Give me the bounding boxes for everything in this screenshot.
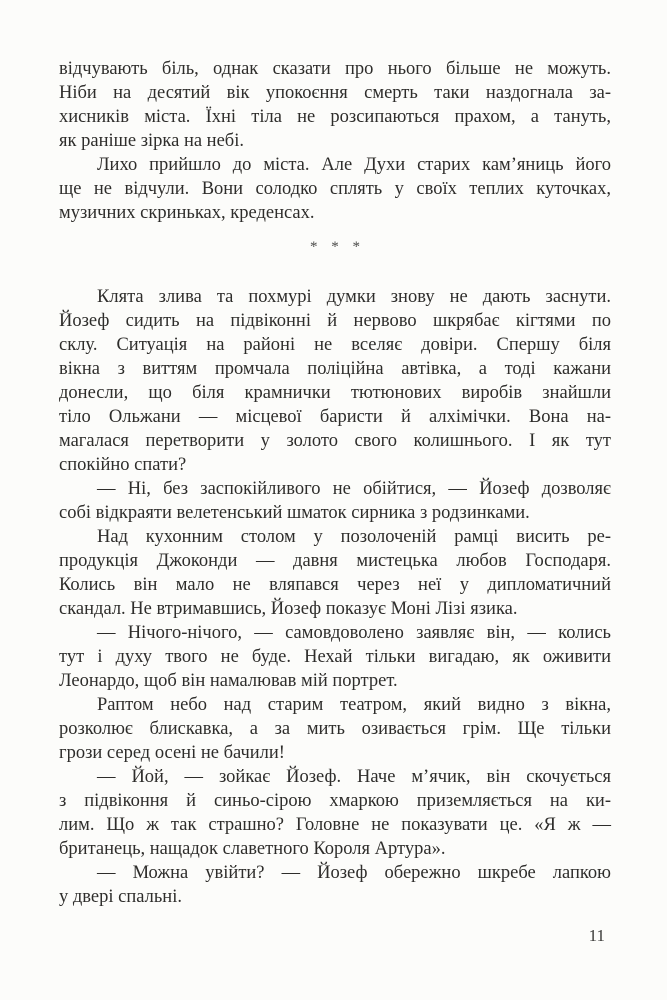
text-line: Колись він мало не вляпався через неї у дипломатичний (59, 575, 611, 595)
paragraph (59, 57, 611, 153)
text-line: британець, нащадок славетного Короля Артура». (59, 839, 446, 859)
text-line: Ніби на десятий вік упокоєння смерть таки наздогнала за- (59, 83, 611, 103)
paragraph (59, 621, 611, 693)
text-line: тут і духу твого не буде. Нехай тільки вигадаю, як оживити (59, 647, 611, 667)
paragraph (59, 285, 611, 477)
text-line: з підвіконня й синьо-сірою хмаркою приземляється на ки- (59, 791, 611, 811)
text-line: продукція Джоконди — давня мистецька любов Господаря. (59, 551, 611, 571)
text-line: відчувають біль, однак сказати про нього більше не можуть. (59, 59, 611, 79)
text-line: донесли, що біля крамнички тютюнових виробів знайшли (59, 383, 611, 403)
text-line: — Йой, — зойкає Йозеф. Наче м’ячик, він скочується (97, 767, 611, 787)
paragraph (59, 153, 611, 225)
paragraph (59, 765, 611, 861)
section-separator: * * * (310, 239, 365, 255)
text-line: як раніше зірка на небі. (59, 131, 244, 151)
page-number: 11 (588, 926, 605, 945)
paragraph (59, 525, 611, 621)
text-line: розколює блискавка, а за мить озивається грім. Ще тільки (59, 719, 611, 739)
text-line: лим. Що ж так страшно? Головне не показувати це. «Я ж — (59, 815, 611, 835)
text-line: склу. Ситуація на районі не вселяє довіри. Спершу біля (59, 335, 611, 355)
text-line: у двері спальні. (59, 887, 182, 907)
text-line: музичних скриньках, креденсах. (59, 203, 315, 223)
text-line: спокійно спати? (59, 455, 187, 475)
text-line: Раптом небо над старим театром, який видно з вікна, (97, 695, 611, 715)
text-line: хисників міста. Їхні тіла не розсипаються прахом, а тануть, (59, 107, 611, 127)
text-line: собі відкраяти велетенський шматок сирника з родзинками. (59, 503, 530, 523)
text-line: Лихо прийшло до міста. Але Духи старих кам’яниць його (97, 155, 611, 175)
text-line: Леонардо, щоб він намалював мій портрет. (59, 671, 398, 691)
text-line: Йозеф сидить на підвіконні й нервово шкрябає кігтями по (59, 311, 611, 331)
page-body-text (59, 57, 611, 909)
text-line: тіло Ольжани — місцевої баристи й алхімічки. Вона на- (59, 407, 611, 427)
text-line: грози серед осені не бачили! (59, 743, 285, 763)
paragraph (59, 861, 611, 909)
text-line: — Ні, без заспокійливого не обійтися, — Йозеф дозволяє (97, 479, 611, 499)
text-line: скандал. Не втримавшись, Йозеф показує Моні Лізі язика. (59, 599, 518, 619)
text-line: Над кухонним столом у позолоченій рамці висить ре- (97, 527, 611, 547)
text-line: — Нічого-нічого, — самовдоволено заявляє він, — колись (97, 623, 611, 643)
text-line: Клята злива та похмурі думки знову не дають заснути. (97, 287, 611, 307)
text-line: магалася перетворити у золото свого колишнього. І як тут (59, 431, 611, 451)
text-line: — Можна увійти? — Йозеф обережно шкребе лапкою (97, 863, 611, 883)
paragraph (59, 693, 611, 765)
text-line: ще не відчули. Вони солодко сплять у своїх теплих куточках, (59, 179, 611, 199)
text-line: вікна з виттям промчала поліційна автівка, а тоді кажани (59, 359, 611, 379)
paragraph (59, 477, 611, 525)
